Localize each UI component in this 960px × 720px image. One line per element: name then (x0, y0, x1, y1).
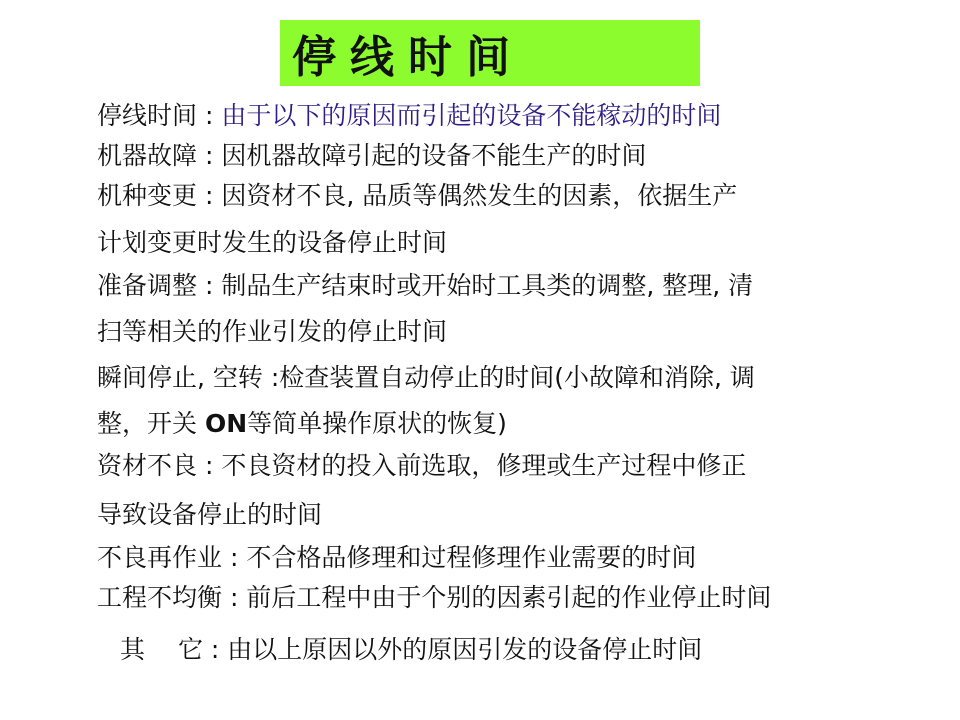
line-model-change-cont: 计划变更时发生的设备停止时间 (97, 228, 448, 257)
line-instant-stop-cont (97, 408, 507, 440)
line-setup-adjustment: 准备调整 : 制品生产结束时或开始时工具类的调整, 整理, 清 (97, 271, 754, 300)
line-downtime-definition (97, 100, 721, 132)
line-setup-adjustment-cont: 扫等相关的作业引发的停止时间 (97, 317, 448, 346)
line-segment: 等简单操作原状的恢复) (247, 409, 507, 438)
definition-highlight: 由于以下的原因而引起的设备不能稼动的时间 (221, 101, 722, 130)
page-title: 停线时间 (292, 32, 524, 83)
line-instant-stop: 瞬间停止, 空转 :检查装置自动停止的时间(小故障和消除, 调 (97, 363, 755, 392)
line-rework: 不良再作业 : 不合格品修理和过程修理作业需要的时间 (97, 543, 697, 572)
line-material-defect-cont: 导致设备停止的时间 (97, 500, 323, 529)
line-process-imbalance: 工程不均衡 : 前后工程中由于个别的因素引起的作业停止时间 (97, 583, 772, 612)
line-machine-failure: 机器故障 : 因机器故障引起的设备不能生产的时间 (97, 141, 647, 170)
line-other: 其 它 : 由以上原因以外的原因引发的设备停止时间 (120, 635, 703, 664)
line-model-change: 机种变更 : 因资材不良, 品质等偶然发生的因素，依据生产 (97, 181, 738, 210)
title-banner (280, 20, 700, 86)
on-keyword: ON (204, 409, 248, 438)
line-label: 停线时间 : (97, 101, 222, 130)
line-material-defect: 资材不良 : 不良资材的投入前选取，修理或生产过程中修正 (97, 451, 747, 480)
line-segment: 整，开关 (97, 409, 205, 438)
